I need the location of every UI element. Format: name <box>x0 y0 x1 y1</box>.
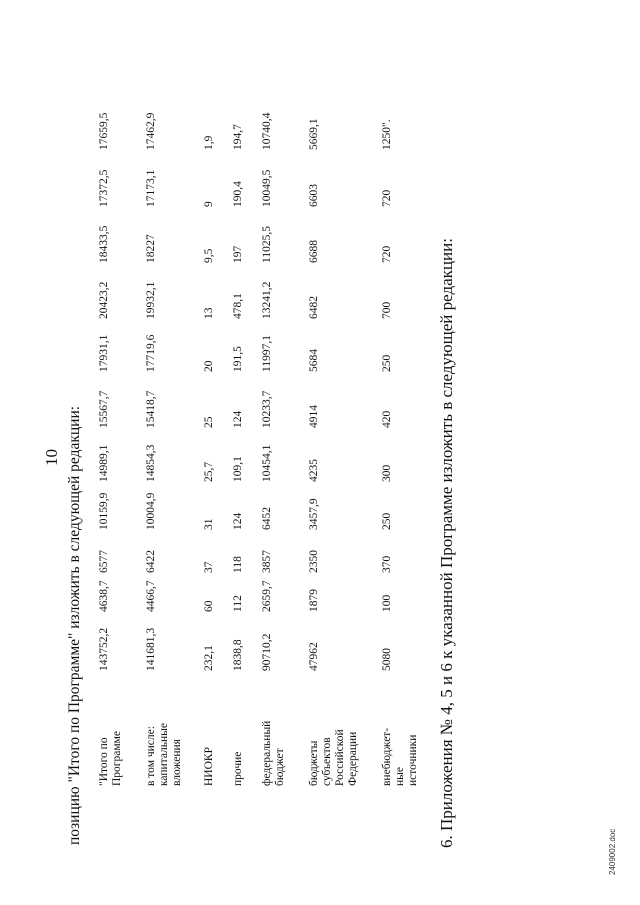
table-cell: 141681,3 <box>145 627 157 671</box>
table-cell: 6577 <box>98 550 110 573</box>
table-cell: 13 <box>203 307 215 319</box>
row-label: в том числе: капитальные вложения <box>145 722 183 786</box>
table-cell: 5669,1 <box>308 118 320 150</box>
row-label: бюджеты субъектов Российской Федерации <box>308 729 359 786</box>
table-cell: 3857 <box>261 550 273 573</box>
table-cell: 300 <box>381 464 393 482</box>
table-cell: 47962 <box>308 642 320 671</box>
table-cell: 2350 <box>308 550 320 573</box>
table-cell: 13241,2 <box>261 281 273 319</box>
table-cell: 1879 <box>308 589 320 612</box>
table-cell: 60 <box>203 600 215 612</box>
table-cell: 370 <box>381 555 393 573</box>
table-cell: 10233,7 <box>261 390 273 428</box>
table-cell: 720 <box>381 189 393 207</box>
row-label: прочие <box>232 751 244 786</box>
table-cell: 14854,3 <box>145 444 157 482</box>
table-cell: 5080 <box>381 648 393 671</box>
table-cell: 90710,2 <box>261 633 273 671</box>
table-cell: 17719,6 <box>145 334 157 372</box>
row-label: "Итого по Программе <box>98 730 123 786</box>
table-cell: 720 <box>381 245 393 263</box>
table-cell: 191,5 <box>232 346 244 372</box>
table-cell: 14989,1 <box>98 444 110 482</box>
table-cell: 420 <box>381 410 393 428</box>
table-cell: 700 <box>381 301 393 319</box>
table-cell: 232,1 <box>203 645 215 671</box>
table-cell: 19932,1 <box>145 281 157 319</box>
table-cell: 124 <box>232 512 244 530</box>
table-cell: 10740,4 <box>261 112 273 150</box>
table-cell: 11997,1 <box>261 335 273 372</box>
table-cell: 478,1 <box>232 293 244 319</box>
table-cell: 250 <box>381 354 393 372</box>
table-cell: 37 <box>203 561 215 573</box>
table-cell: 4914 <box>308 405 320 428</box>
table-cell: 17931,1 <box>98 334 110 372</box>
table-cell: 15418,7 <box>145 390 157 428</box>
table-cell: 25 <box>203 416 215 428</box>
table-cell: 5684 <box>308 349 320 372</box>
table-cell: 6603 <box>308 184 320 207</box>
table-cell: 10454,1 <box>261 444 273 482</box>
page-number: 10 <box>42 449 61 466</box>
table-cell: 1250". <box>381 119 393 150</box>
table-cell: 10004,9 <box>145 492 157 530</box>
table-cell: 109,1 <box>232 456 244 482</box>
table-cell: 17173,1 <box>145 169 157 207</box>
table-cell: 15567,7 <box>98 390 110 428</box>
table-cell: 6452 <box>261 507 273 530</box>
table-cell: 10049,5 <box>261 169 273 207</box>
table-cell: 6688 <box>308 240 320 263</box>
table-cell: 250 <box>381 512 393 530</box>
table-cell: 4638,7 <box>98 580 110 612</box>
table-cell: 118 <box>232 556 244 573</box>
table-cell: 4235 <box>308 459 320 482</box>
intro-text: позицию "Итого по Программе" изложить в следующей редакции: <box>66 405 83 845</box>
footer-text: 6. Приложения № 4, 5 и 6 к указанной Программе изложить в следующей редакции: <box>437 238 456 848</box>
table-cell: 1838,8 <box>232 639 244 671</box>
table-cell: 100 <box>381 594 393 612</box>
table-cell: 4466,7 <box>145 580 157 612</box>
table-cell: 1,9 <box>203 135 215 150</box>
table-cell: 2659,7 <box>261 580 273 612</box>
row-label: федеральный бюджет <box>261 720 286 786</box>
table-cell: 3457,9 <box>308 498 320 530</box>
table-cell: 17462,9 <box>145 112 157 150</box>
table-cell: 25,7 <box>203 461 215 482</box>
table-cell: 194,7 <box>232 124 244 150</box>
table-cell: 17659,5 <box>98 112 110 150</box>
table-cell: 18433,5 <box>98 225 110 263</box>
table-cell: 20 <box>203 360 215 372</box>
table-cell: 31 <box>203 518 215 530</box>
table-cell: 11025,5 <box>261 226 273 263</box>
table-cell: 10159,9 <box>98 492 110 530</box>
row-label: НИОКР <box>203 747 215 786</box>
document-id: 2409002.doc <box>608 828 617 875</box>
table-cell: 197 <box>232 245 244 263</box>
table-cell: 143752,2 <box>98 627 110 671</box>
table-cell: 6422 <box>145 550 157 573</box>
table-cell: 20423,2 <box>98 281 110 319</box>
table-cell: 9,5 <box>203 248 215 263</box>
table-cell: 18227 <box>145 234 157 263</box>
table-cell: 124 <box>232 410 244 428</box>
row-label: внебюджет-ные источники <box>381 727 419 786</box>
table-cell: 6482 <box>308 296 320 319</box>
table-cell: 17372,5 <box>98 169 110 207</box>
table-cell: 190,4 <box>232 181 244 207</box>
table-cell: 9 <box>203 201 215 207</box>
table-cell: 112 <box>232 595 244 612</box>
